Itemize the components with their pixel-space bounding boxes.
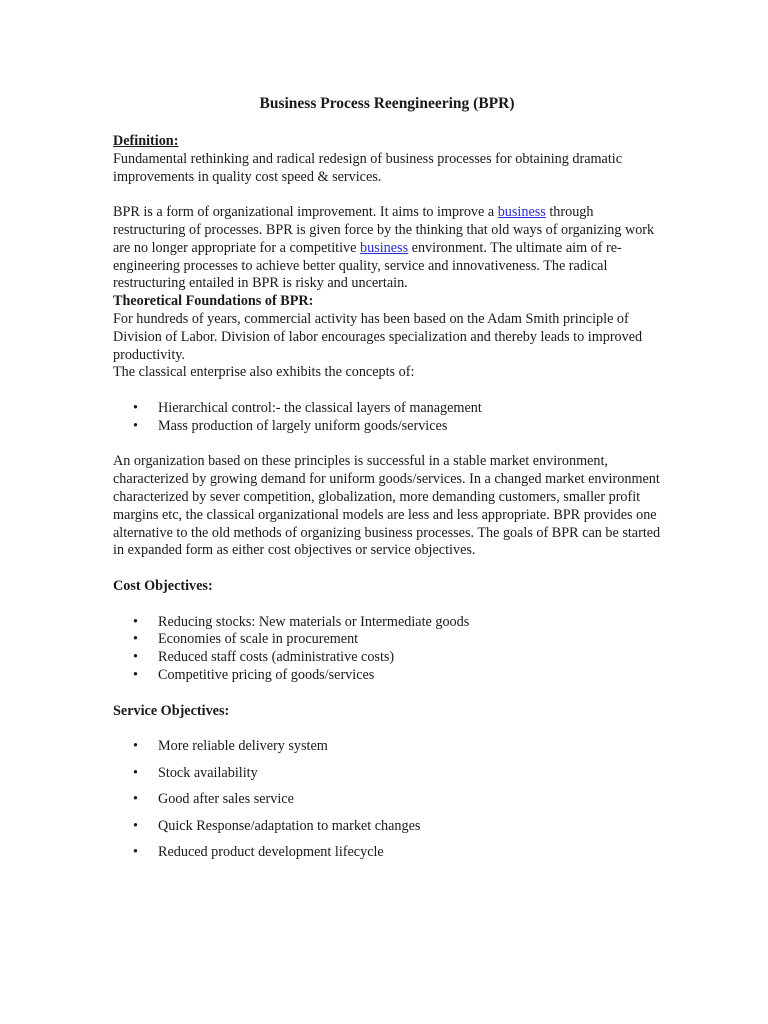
business-link-2[interactable]: business xyxy=(360,239,409,256)
classical-list xyxy=(113,400,661,436)
spacer xyxy=(113,720,661,738)
business-link-1[interactable]: business xyxy=(497,204,546,221)
cost-objectives-list xyxy=(113,614,661,685)
list-item: • Economies of scale in procurement xyxy=(113,631,661,649)
document-page xyxy=(113,94,661,871)
spacer xyxy=(113,560,661,578)
bpr-paragraph xyxy=(113,204,661,293)
organization-paragraph: An organization based on these principles is successful in a stable market environment, characterized by growing demand for uniform goods/services. In a changed market environment characterized by sever competition, globalization, more demanding customers, smaller profit margins etc, the classical organizational models are less and less appropriate. BPR provides one alternative to the old methods of organizing business processes. The goals of BPR can be started in expanded form as either cost objectives or service objectives. xyxy=(113,453,661,559)
list-item: • Quick Response/adaptation to market changes xyxy=(113,818,661,836)
service-objectives-heading: Service Objectives: xyxy=(113,702,230,719)
bpr-text-part-1: BPR is a form of organizational improvement. It aims to improve a xyxy=(113,204,498,221)
service-objectives-list xyxy=(113,738,661,862)
list-item: • Reduced staff costs (administrative costs) xyxy=(113,649,661,667)
spacer xyxy=(113,436,661,454)
bpr-text-part-2: through restructuring of processes. BPR is given force by the thinking that old ways of organizing work are no longer appropriate for a competitive xyxy=(113,204,655,256)
list-item: • More reliable delivery system xyxy=(113,738,661,756)
list-item: • Hierarchical control:- the classical layers of management xyxy=(113,400,661,418)
cost-objectives-heading: Cost Objectives: xyxy=(113,577,213,594)
spacer xyxy=(113,186,661,204)
theory-text: For hundreds of years, commercial activity has been based on the Adam Smith principle of Division of Labor. Division of labor encourages specialization and thereby leads to improved productivity. xyxy=(113,310,643,363)
list-item: • Good after sales service xyxy=(113,791,661,809)
spacer xyxy=(113,382,661,400)
classical-intro: The classical enterprise also exhibits the concepts of: xyxy=(113,364,415,381)
document-title: Business Process Reengineering (BPR) xyxy=(259,95,515,112)
list-item: • Reducing stocks: New materials or Intermediate goods xyxy=(113,614,661,632)
definition-text: Fundamental rethinking and radical redesign of business processes for obtaining dramatic improvements in quality cost speed & services. xyxy=(113,150,623,185)
bpr-text-part-3: environment. The ultimate aim of re-engineering processes to achieve better quality, service and innovativeness. The radical restructuring entailed in BPR is risky and uncertain. xyxy=(113,239,622,292)
spacer xyxy=(113,596,661,614)
list-item: • Mass production of largely uniform goods/services xyxy=(113,418,661,436)
list-item: • Reduced product development lifecycle xyxy=(113,844,661,862)
spacer xyxy=(113,685,661,703)
theory-heading: Theoretical Foundations of BPR: xyxy=(113,293,314,310)
list-item: • Competitive pricing of goods/services xyxy=(113,667,661,685)
list-item: • Stock availability xyxy=(113,765,661,783)
definition-heading: Definition: xyxy=(113,133,179,149)
